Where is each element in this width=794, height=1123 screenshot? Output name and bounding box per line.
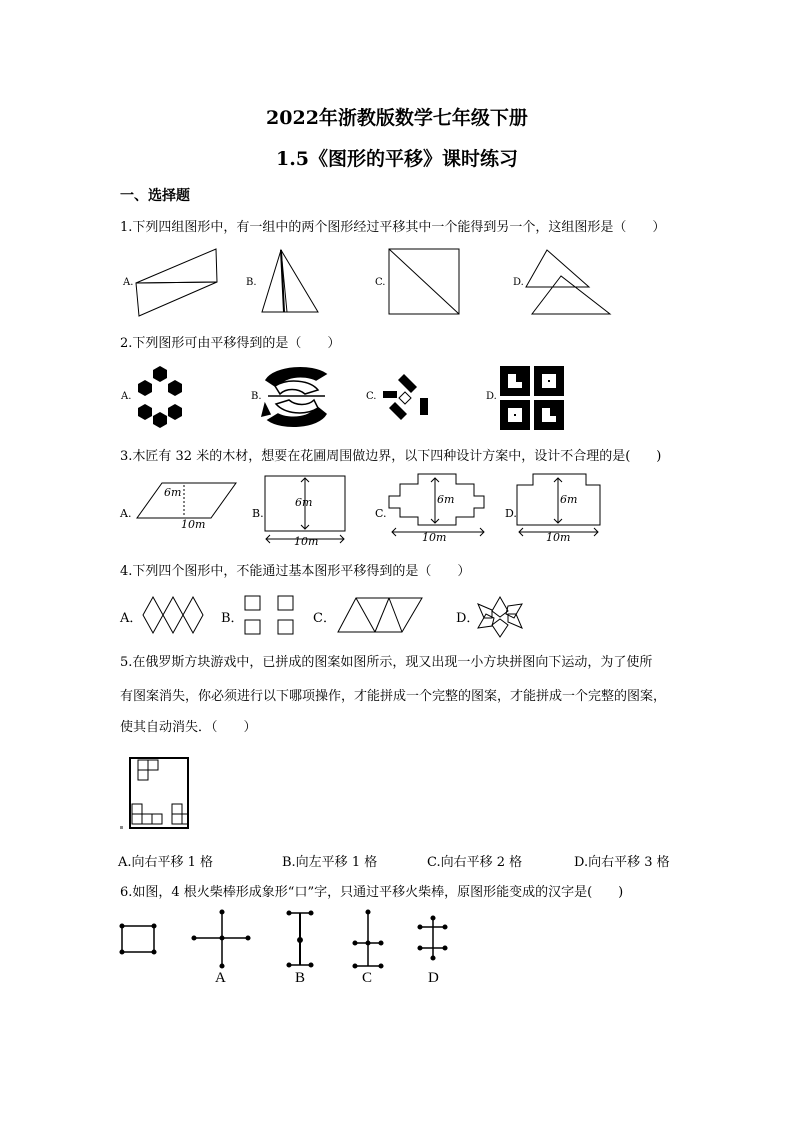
q3a-width-label: 10m bbox=[181, 518, 206, 531]
q1-option-a-label: A. bbox=[123, 277, 134, 288]
question-3-text: 3.木匠有 32 米的木材，想要在花圃周围做边界，以下四种设计方案中，设计不合理的是( ) bbox=[120, 449, 662, 464]
q2-option-c-label: C. bbox=[366, 391, 377, 402]
question-6-text: 6.如图，4 根火柴棒形成象形“口”字，只通过平移火柴棒，原图形能变成的汉字是( ) bbox=[120, 885, 624, 900]
question-4-text: 4.下列四个图形中，不能通过基本图形平移得到的是（ ） bbox=[120, 564, 471, 579]
q5-choice-b: B.向左平移 1 格 bbox=[282, 855, 378, 870]
section-heading: 一、选择题 bbox=[120, 188, 190, 204]
q3c-height-label: 6m bbox=[437, 493, 455, 506]
q1-option-b-label: B. bbox=[246, 277, 257, 288]
q6-original-square bbox=[120, 924, 156, 954]
question-5-line-2: 有图案消失，你必须进行以下哪项操作，才能拼成一个完整的图案，才能拼成一个完整的图案， bbox=[120, 689, 667, 704]
document-subtitle: 1.5《图形的平移》课时练习 bbox=[275, 148, 519, 170]
q1-option-c-label: C. bbox=[375, 277, 386, 288]
question-5-line-3: 使其自动消失．（ ） bbox=[120, 720, 257, 735]
q2-option-d-label: D. bbox=[486, 391, 497, 402]
q6-option-c-label: C bbox=[362, 970, 373, 986]
q3b-height-label: 6m bbox=[295, 496, 313, 509]
q1-option-d-label: D. bbox=[513, 277, 524, 288]
q5-choice-a: A.向右平移 1 格 bbox=[118, 855, 214, 870]
q4-option-b-label: B． bbox=[221, 611, 244, 626]
q3-option-a-label: A. bbox=[120, 507, 132, 520]
q6-figure-c bbox=[353, 910, 383, 968]
q3b-width-label: 10m bbox=[294, 535, 319, 548]
q2-option-b-label: B. bbox=[251, 391, 262, 402]
q3a-height-label: 6m bbox=[164, 486, 182, 499]
question-5-line-1: 5.在俄罗斯方块游戏中，已拼成的图案如图所示，现又出现一小方块拼图向下运动，为了使所 bbox=[120, 655, 653, 670]
q4-option-a-label: A． bbox=[120, 611, 143, 626]
q4-option-d-label: D． bbox=[456, 611, 480, 626]
q6-option-a-label: A bbox=[215, 970, 226, 986]
q3d-height-label: 6m bbox=[560, 493, 578, 506]
q6-figure-d bbox=[418, 916, 447, 960]
q5-choice-d: D.向右平移 3 格 bbox=[574, 855, 670, 870]
question-2-text: 2.下列图形可由平移得到的是（ ） bbox=[120, 336, 341, 351]
q6-figure-a bbox=[192, 910, 250, 968]
q2-option-a-label: A. bbox=[121, 391, 132, 402]
q6-option-d-label: D bbox=[428, 970, 439, 986]
q6-option-b-label: B bbox=[295, 970, 306, 986]
q5-choice-c: C.向右平移 2 格 bbox=[427, 855, 523, 870]
q3c-width-label: 10m bbox=[422, 531, 447, 544]
q6-figure-b bbox=[287, 911, 313, 967]
q3-option-c-label: C. bbox=[375, 507, 387, 520]
q3-option-b-label: B. bbox=[252, 507, 264, 520]
q3d-width-label: 10m bbox=[546, 531, 571, 544]
q4-option-c-label: C． bbox=[313, 611, 336, 626]
document-title: 2022年浙教版数学七年级下册 bbox=[266, 107, 528, 129]
q3-option-d-label: D. bbox=[505, 507, 517, 520]
question-1-text: 1.下列四组图形中，有一组中的两个图形经过平移其中一个能得到另一个，这组图形是（ ） bbox=[120, 220, 666, 235]
